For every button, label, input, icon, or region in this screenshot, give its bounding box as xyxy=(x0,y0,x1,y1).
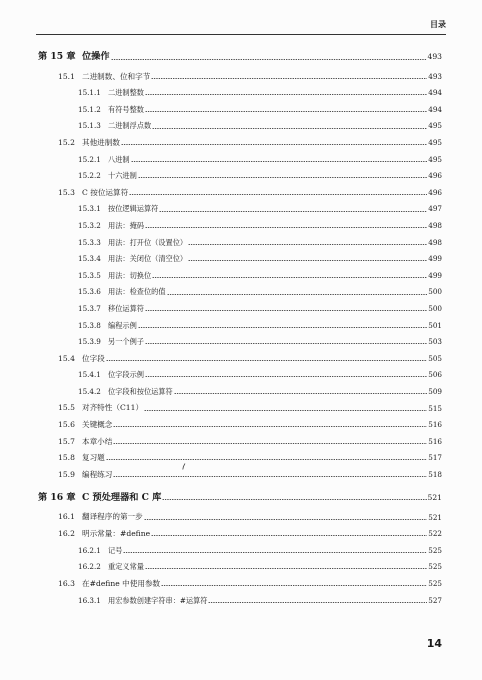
toc-entry-title: 用法：关闭位（清空位） xyxy=(108,254,188,264)
toc-entry-title: 记号 xyxy=(108,545,123,555)
table-of-contents xyxy=(38,46,442,608)
toc-entry-number: 15.3.8 xyxy=(78,320,101,330)
toc-entry-page: 522 xyxy=(428,529,442,539)
toc-entry-page: 501 xyxy=(428,320,442,330)
toc-entry-number: 15.3.2 xyxy=(78,221,101,231)
toc-subsection-entry xyxy=(38,151,442,168)
toc-entry-number: 16.2.1 xyxy=(78,545,101,555)
toc-subsection-entry xyxy=(38,334,442,351)
toc-entry-title: 编程示例 xyxy=(108,320,137,330)
toc-entry-number: 15.5 xyxy=(58,403,75,413)
toc-entry-title: 有符号整数 xyxy=(108,104,144,114)
toc-entry-title: 八进制 xyxy=(108,154,130,164)
toc-entry-page: 494 xyxy=(428,88,442,98)
pen-mark xyxy=(182,463,186,470)
toc-entry-title: 用法：检查位的值 xyxy=(108,287,166,297)
toc-entry-page: 521 xyxy=(428,512,442,522)
running-head-title: 目录 xyxy=(430,19,446,29)
toc-entry-page: 495 xyxy=(428,154,442,164)
toc-entry-number: 16.1 xyxy=(58,512,75,522)
toc-entry-title: 二进制数、位和字节 xyxy=(82,71,151,81)
toc-subsection-entry xyxy=(38,367,442,384)
toc-entry-number: 15.2.2 xyxy=(78,171,101,181)
toc-entry-number: 15.6 xyxy=(58,419,75,429)
toc-entry-number: 15.1.3 xyxy=(78,121,101,131)
dot-leader xyxy=(138,177,428,178)
toc-entry-title: 按位逻辑运算符 xyxy=(108,204,159,214)
toc-entry-number: 15.3.1 xyxy=(78,204,101,214)
toc-chapter-entry xyxy=(38,46,442,68)
toc-chapter-entry xyxy=(38,487,442,509)
toc-entry-page: 495 xyxy=(428,138,442,148)
toc-entry-page: 493 xyxy=(427,52,442,62)
toc-entry-number: 15.2.1 xyxy=(78,154,101,164)
dot-leader xyxy=(131,161,428,162)
toc-section-entry xyxy=(38,350,442,367)
dot-leader xyxy=(208,602,427,603)
toc-entry-title: 用法：打开位（设置位） xyxy=(108,237,188,247)
toc-entry-page: 494 xyxy=(428,104,442,114)
dot-leader xyxy=(113,443,427,444)
toc-section-entry xyxy=(38,433,442,450)
toc-entry-title: 本章小结 xyxy=(82,436,113,446)
toc-entry-title: 移位运算符 xyxy=(108,304,144,313)
dot-leader xyxy=(138,327,428,328)
dot-leader xyxy=(145,310,427,311)
toc-entry-page: 495 xyxy=(428,121,442,131)
toc-entry-number: 15.3.6 xyxy=(78,287,101,297)
dot-leader xyxy=(145,94,427,95)
toc-entry-title: C 预处理器和 C 库 xyxy=(82,492,162,504)
dot-leader xyxy=(162,499,426,500)
dot-leader xyxy=(174,393,428,394)
toc-subsection-entry xyxy=(38,118,442,135)
dot-leader xyxy=(152,128,427,129)
dot-leader xyxy=(188,260,427,261)
toc-entry-title: 编程练习 xyxy=(82,469,113,479)
toc-section-entry xyxy=(38,466,442,483)
toc-entry-title: 二进制浮点数 xyxy=(108,121,152,131)
dot-leader xyxy=(145,343,427,344)
dot-leader xyxy=(161,585,427,586)
running-head xyxy=(36,18,446,35)
toc-entry-number: 16.2 xyxy=(58,528,75,538)
toc-entry-page: 525 xyxy=(428,578,442,588)
toc-entry-page: 498 xyxy=(428,237,442,247)
toc-entry-title: 用宏参数创建字符串：#运算符 xyxy=(108,595,208,605)
toc-section-entry xyxy=(38,525,442,542)
toc-entry-number: 15.3.9 xyxy=(78,337,101,347)
dot-leader xyxy=(145,111,427,112)
toc-entry-number: 15.4 xyxy=(58,353,75,363)
toc-entry-page: 521 xyxy=(427,493,442,503)
toc-entry-number: 16.2.2 xyxy=(78,562,101,572)
toc-section-entry xyxy=(38,509,442,526)
toc-subsection-entry xyxy=(38,559,442,576)
toc-entry-number: 15.4.1 xyxy=(78,370,101,380)
toc-entry-number: 15.3 xyxy=(58,187,75,197)
toc-entry-title: 在#define 中使用参数 xyxy=(82,578,161,588)
toc-entry-title: 翻译程序的第一步 xyxy=(82,512,143,522)
dot-leader xyxy=(152,277,427,278)
toc-subsection-entry xyxy=(38,592,442,609)
toc-entry-page: 500 xyxy=(428,287,442,297)
dot-leader xyxy=(145,376,427,377)
dot-leader xyxy=(111,59,427,60)
dot-leader xyxy=(145,568,427,569)
toc-entry-title: 其他进制数 xyxy=(82,137,120,147)
toc-entry-title: 关键概念 xyxy=(82,419,113,429)
toc-entry-number: 15.3.5 xyxy=(78,270,101,280)
toc-entry-title: 位字段示例 xyxy=(108,370,144,380)
toc-entry-number: 15.9 xyxy=(58,469,75,479)
dot-leader xyxy=(121,144,427,145)
toc-subsection-entry xyxy=(38,168,442,185)
dot-leader xyxy=(113,426,427,427)
toc-entry-number: 16.3 xyxy=(58,578,75,588)
dot-leader xyxy=(159,211,427,212)
toc-entry-page: 497 xyxy=(428,204,442,214)
toc-section-entry xyxy=(38,134,442,151)
dot-leader xyxy=(144,519,428,520)
toc-section-entry xyxy=(38,184,442,201)
toc-subsection-entry xyxy=(38,251,442,268)
dot-leader xyxy=(129,194,427,195)
toc-entry-page: 499 xyxy=(428,270,442,280)
toc-subsection-entry xyxy=(38,234,442,251)
toc-entry-page: 500 xyxy=(428,304,442,313)
toc-entry-title: 明示常量：#define xyxy=(82,528,151,538)
dot-leader xyxy=(167,294,428,295)
toc-subsection-entry xyxy=(38,101,442,118)
toc-entry-page: 515 xyxy=(428,403,442,413)
toc-subsection-entry xyxy=(38,85,442,102)
toc-entry-page: 496 xyxy=(428,187,442,197)
toc-entry-number: 15.1 xyxy=(58,71,75,81)
toc-subsection-entry xyxy=(38,542,442,559)
toc-entry-number: 15.4.2 xyxy=(78,386,101,396)
toc-entry-number: 第 16 章 xyxy=(38,492,76,504)
toc-entry-page: 516 xyxy=(428,436,442,446)
toc-entry-page: 506 xyxy=(428,370,442,380)
toc-subsection-entry xyxy=(38,300,442,317)
toc-entry-page: 493 xyxy=(428,71,442,81)
toc-entry-page: 509 xyxy=(428,386,442,396)
toc-subsection-entry xyxy=(38,267,442,284)
toc-entry-page: 525 xyxy=(428,545,442,555)
toc-entry-page: 518 xyxy=(428,469,442,479)
toc-entry-page: 525 xyxy=(428,562,442,572)
dot-leader xyxy=(106,360,428,361)
dot-leader xyxy=(188,244,427,245)
toc-entry-title: 用法：掩码 xyxy=(108,221,144,231)
dot-leader xyxy=(151,535,427,536)
toc-section-entry xyxy=(38,400,442,417)
toc-entry-title: 位字段 xyxy=(82,353,105,363)
toc-entry-page: 496 xyxy=(428,171,442,181)
toc-entry-page: 498 xyxy=(428,221,442,231)
toc-entry-page: 527 xyxy=(428,595,442,605)
dot-leader xyxy=(123,552,427,553)
page-number: 14 xyxy=(426,637,442,650)
toc-section-entry xyxy=(38,68,442,85)
toc-entry-number: 15.3.4 xyxy=(78,254,101,264)
toc-subsection-entry xyxy=(38,284,442,301)
toc-entry-page: 503 xyxy=(428,337,442,347)
toc-entry-number: 15.1.2 xyxy=(78,104,101,114)
toc-entry-title: 重定义常量 xyxy=(108,562,144,572)
dot-leader xyxy=(145,227,427,228)
toc-entry-page: 499 xyxy=(428,254,442,264)
dot-leader xyxy=(151,78,427,79)
toc-entry-number: 15.1.1 xyxy=(78,88,101,98)
toc-subsection-entry xyxy=(38,383,442,400)
toc-entry-number: 15.8 xyxy=(58,453,75,463)
toc-entry-title: 十六进制 xyxy=(108,171,137,181)
toc-entry-page: 516 xyxy=(428,420,442,430)
toc-entry-title: 复习题 xyxy=(82,453,105,463)
toc-section-entry xyxy=(38,416,442,433)
toc-subsection-entry xyxy=(38,201,442,218)
toc-entry-number: 15.7 xyxy=(58,436,75,446)
toc-entry-number: 第 15 章 xyxy=(38,51,76,63)
toc-entry-number: 15.3.3 xyxy=(78,237,101,247)
toc-entry-title: 位字段和按位运算符 xyxy=(108,386,173,396)
dot-leader xyxy=(144,410,427,411)
dot-leader xyxy=(106,459,428,460)
toc-entry-number: 16.3.1 xyxy=(78,595,101,605)
toc-section-entry xyxy=(38,575,442,592)
toc-entry-title: 另一个例子 xyxy=(108,337,144,347)
toc-subsection-entry xyxy=(38,317,442,334)
dot-leader xyxy=(113,476,427,477)
toc-entry-title: 用法：切换位 xyxy=(108,270,152,280)
toc-entry-page: 517 xyxy=(428,453,442,463)
toc-subsection-entry xyxy=(38,217,442,234)
toc-entry-number: 15.2 xyxy=(58,137,75,147)
toc-entry-title: 对齐特性（C11） xyxy=(82,403,144,413)
toc-section-entry xyxy=(38,450,442,467)
toc-entry-title: 位操作 xyxy=(82,51,110,63)
toc-entry-title: 二进制整数 xyxy=(108,88,144,98)
toc-entry-title: C 按位运算符 xyxy=(82,187,129,197)
toc-entry-number: 15.3.7 xyxy=(78,304,101,313)
toc-entry-page: 505 xyxy=(428,353,442,363)
